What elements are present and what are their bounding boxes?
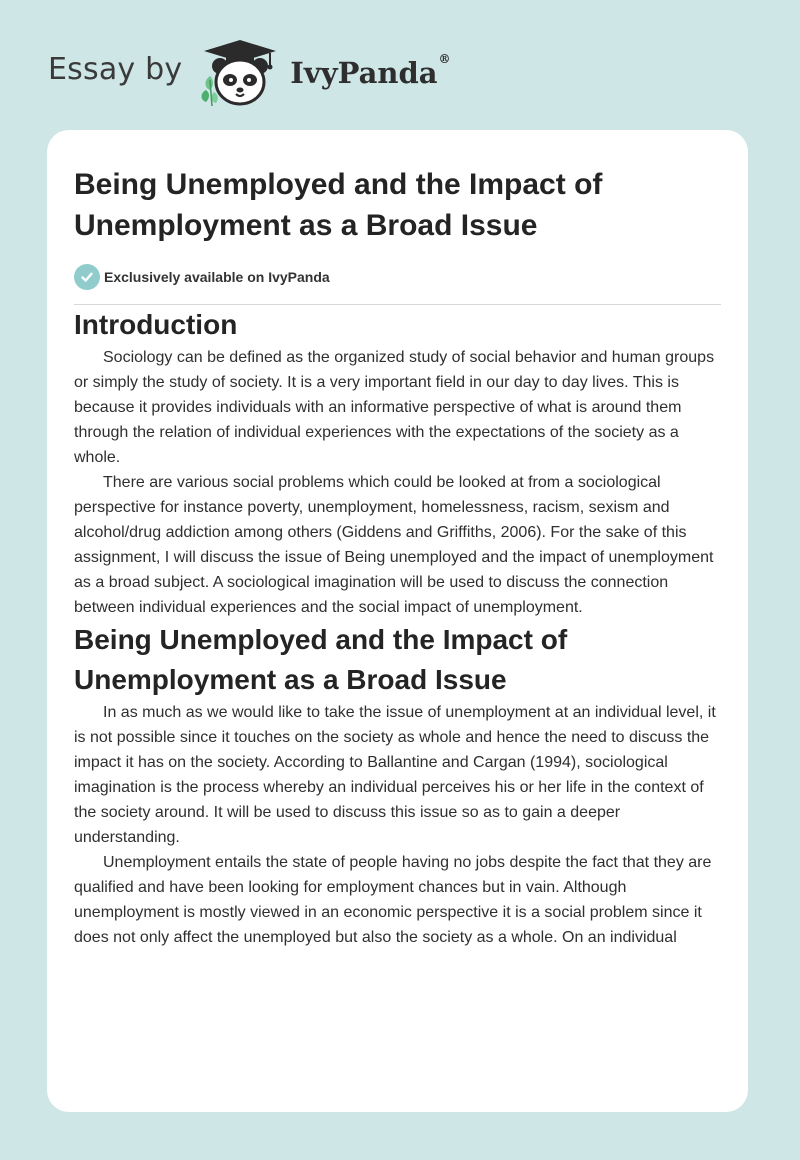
panda-logo-icon <box>196 36 284 108</box>
page-title: Being Unemployed and the Impact of Unemployment as a Broad Issue <box>74 168 603 242</box>
brand-name: IvyPanda® <box>290 52 451 90</box>
paragraph: In as much as we would like to take the issue of unemployment at an individual level, it is not possible since it touches on the society as whole and hence the need to discuss the impact it has on the society. According to Ballantine and Cargan (1994), sociological imagination is the process whereby an individual perceives his or her life in the context of the society around. It will be used to discuss this issue so as to gain a deeper understanding. <box>74 704 716 846</box>
registered-mark: ® <box>438 52 451 66</box>
brand-header[interactable] <box>48 36 451 108</box>
section-heading-being-unemployed: Being Unemployed and the Impact of Unemployment as a Broad Issue <box>74 624 568 695</box>
section-heading-introduction: Introduction <box>74 309 238 340</box>
exclusive-badge <box>74 264 721 290</box>
essay-card <box>47 130 748 1112</box>
paragraph: Unemployment entails the state of people having no jobs despite the fact that they are qualified and have been looking for employment chances but in vain. Although unemployment is mostly viewed in an economic perspective it is a social problem since it does not only affect the unemployed but also the society as a whole. On an individual <box>74 854 712 946</box>
paragraph: Sociology can be defined as the organized study of social behavior and human groups or simply the study of society. It is a very important field in our day to day lives. This is because it provides individuals with an informative perspective of what is around them through the relation of individual experiences with the expectations of the society as a whole. <box>74 349 715 466</box>
paragraph: There are various social problems which could be looked at from a sociological perspective for instance poverty, unemployment, homelessness, racism, sexism and alcohol/drug addiction among others (Giddens and Griffiths, 2006). For the sake of this assignment, I will discuss the issue of Being unemployed and the impact of unemployment as a broad subject. A sociological imagination will be used to discuss the connection between individual experiences and the social impact of unemployment. <box>74 474 714 616</box>
brand-prefix: Essay by <box>48 51 183 87</box>
exclusive-label: Exclusively available on IvyPanda <box>104 269 330 285</box>
check-circle-icon <box>74 264 100 290</box>
